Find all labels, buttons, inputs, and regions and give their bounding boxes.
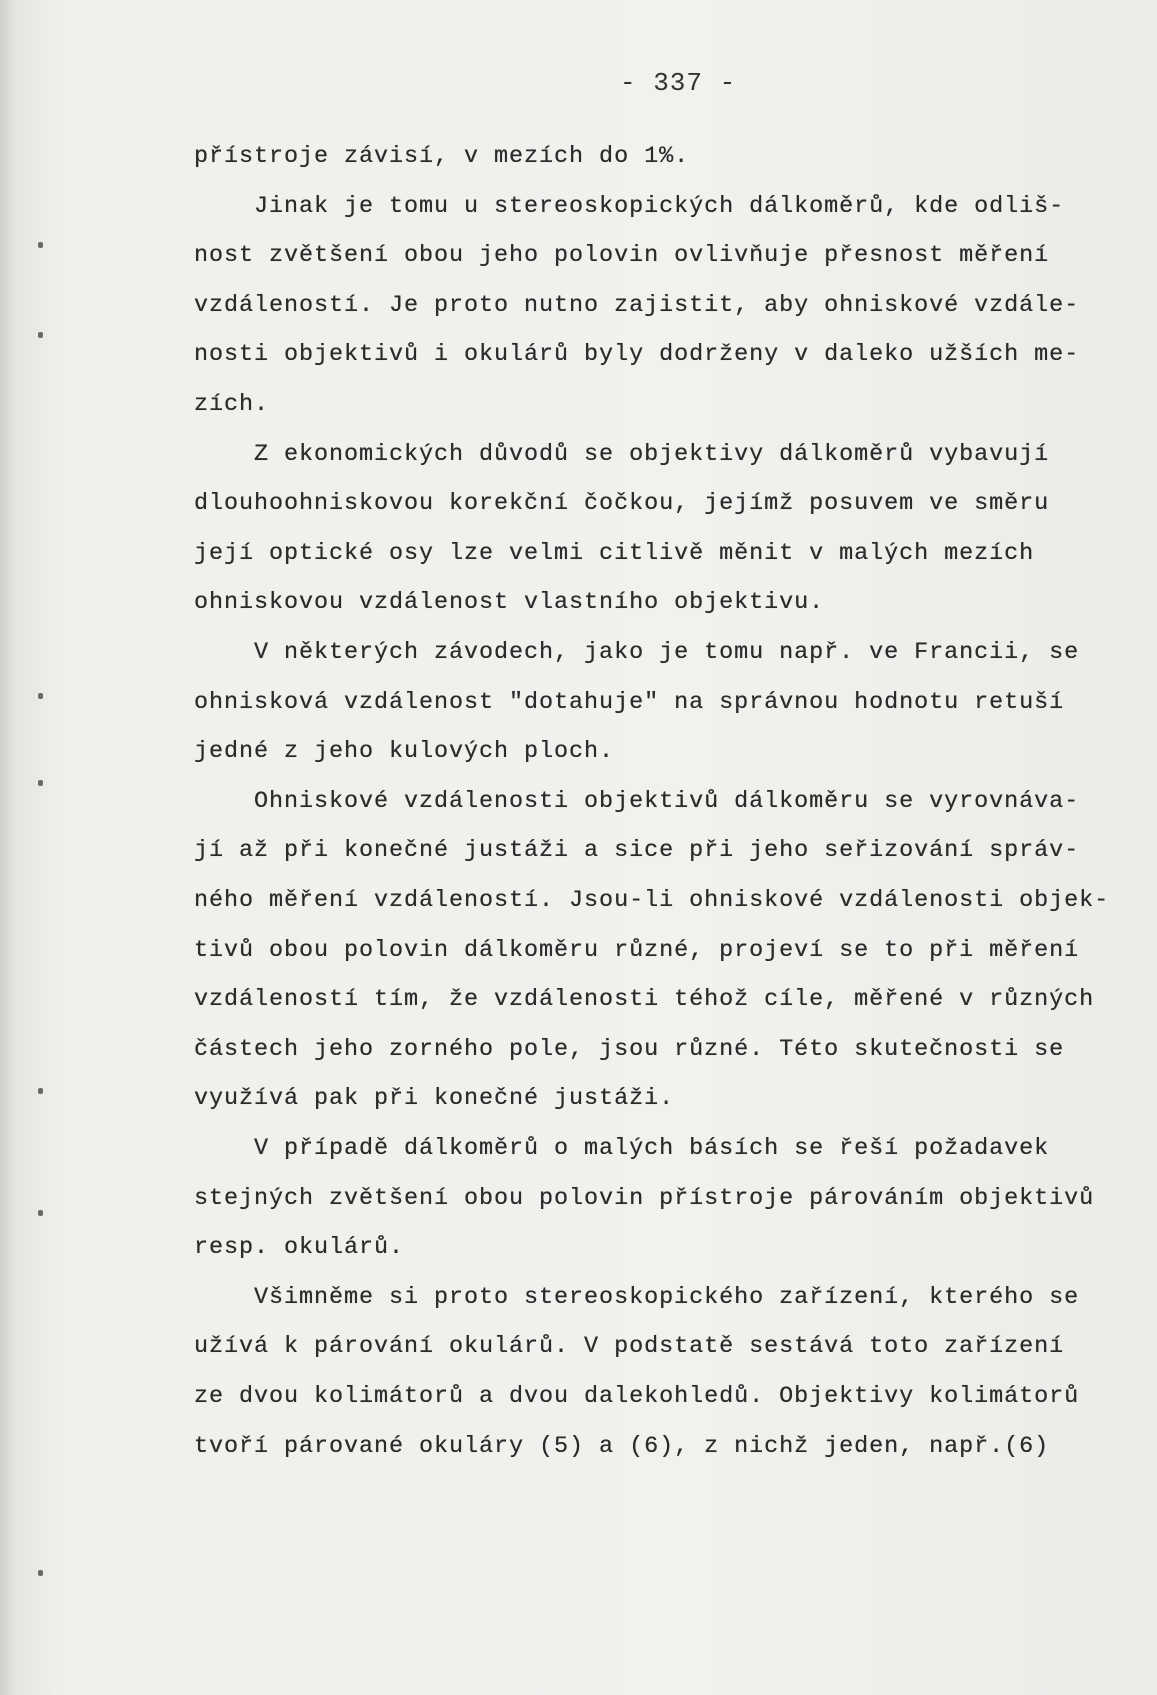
margin-speck xyxy=(38,1570,43,1576)
page-left-edge xyxy=(0,0,14,1695)
text-line: stejných zvětšení obou polovin přístroje párováním objektivů xyxy=(194,1184,1095,1212)
text-line: nost zvětšení obou jeho polovin ovlivňuje přesnost měření xyxy=(194,242,1050,270)
text-line: jedné z jeho kulových ploch. xyxy=(194,738,615,766)
text-line: dlouhoohniskovou korekční čočkou, jejímž posuvem ve směru xyxy=(194,490,1050,518)
text-line: vzdáleností. Je proto nutno zajistit, aby ohniskové vzdále- xyxy=(194,291,1080,319)
text-line: ohnisková vzdálenost "dotahuje" na správnou hodnotu retuší xyxy=(194,688,1065,716)
margin-speck xyxy=(38,693,43,699)
margin-speck xyxy=(38,1210,43,1216)
margin-speck xyxy=(38,780,43,786)
text-line: tvoří párované okuláry (5) a (6), z nichž jeden, např.(6) xyxy=(194,1432,1050,1460)
text-line: V některých závodech, jako je tomu např. ve Francii, se xyxy=(194,639,1080,666)
text-line: užívá k párování okulárů. V podstatě sestává toto zařízení xyxy=(194,1333,1065,1361)
margin-speck xyxy=(38,242,43,248)
text-line: ného měření vzdáleností. Jsou-li ohniskové vzdálenosti objek- xyxy=(194,887,1110,914)
text-line: nosti objektivů i okulárů byly dodrženy v daleko užších me- xyxy=(194,341,1080,369)
text-line: V případě dálkoměrů o malých básích se řeší požadavek xyxy=(194,1135,1050,1162)
text-line: přístroje závisí, v mezích do 1%. xyxy=(194,143,690,170)
text-line: Z ekonomických důvodů se objektivy dálkoměrů vybavují xyxy=(194,440,1050,468)
text-line: Ohniskové vzdálenosti objektivů dálkoměru se vyrovnáva- xyxy=(194,787,1080,815)
text-line: zích. xyxy=(194,391,270,418)
text-line: vzdáleností tím, že vzdálenosti téhož cíle, měřené v různých xyxy=(194,986,1095,1014)
text-line: využívá pak při konečné justáži. xyxy=(194,1085,675,1113)
text-line: jí až při konečné justáži a sice při jeho seřizování správ- xyxy=(194,837,1080,865)
margin-speck xyxy=(38,332,43,338)
text-line: Všimněme si proto stereoskopického zařízení, kterého se xyxy=(194,1283,1080,1311)
margin-speck xyxy=(38,1088,43,1094)
text-line: ohniskovou vzdálenost vlastního objektivu. xyxy=(194,589,825,617)
page-number: - 337 - xyxy=(620,68,737,98)
text-line: resp. okulárů. xyxy=(194,1234,405,1262)
text-line: tivů obou polovin dálkoměru různé, projeví se to při měření xyxy=(194,936,1080,964)
text-line: její optické osy lze velmi citlivě měnit v malých mezích xyxy=(194,539,1035,567)
text-line: Jinak je tomu u stereoskopických dálkoměrů, kde odliš- xyxy=(194,192,1065,220)
text-line: částech jeho zorného pole, jsou různé. Této skutečnosti se xyxy=(194,1035,1065,1063)
text-line: ze dvou kolimátorů a dvou dalekohledů. Objektivy kolimátorů xyxy=(194,1383,1080,1410)
